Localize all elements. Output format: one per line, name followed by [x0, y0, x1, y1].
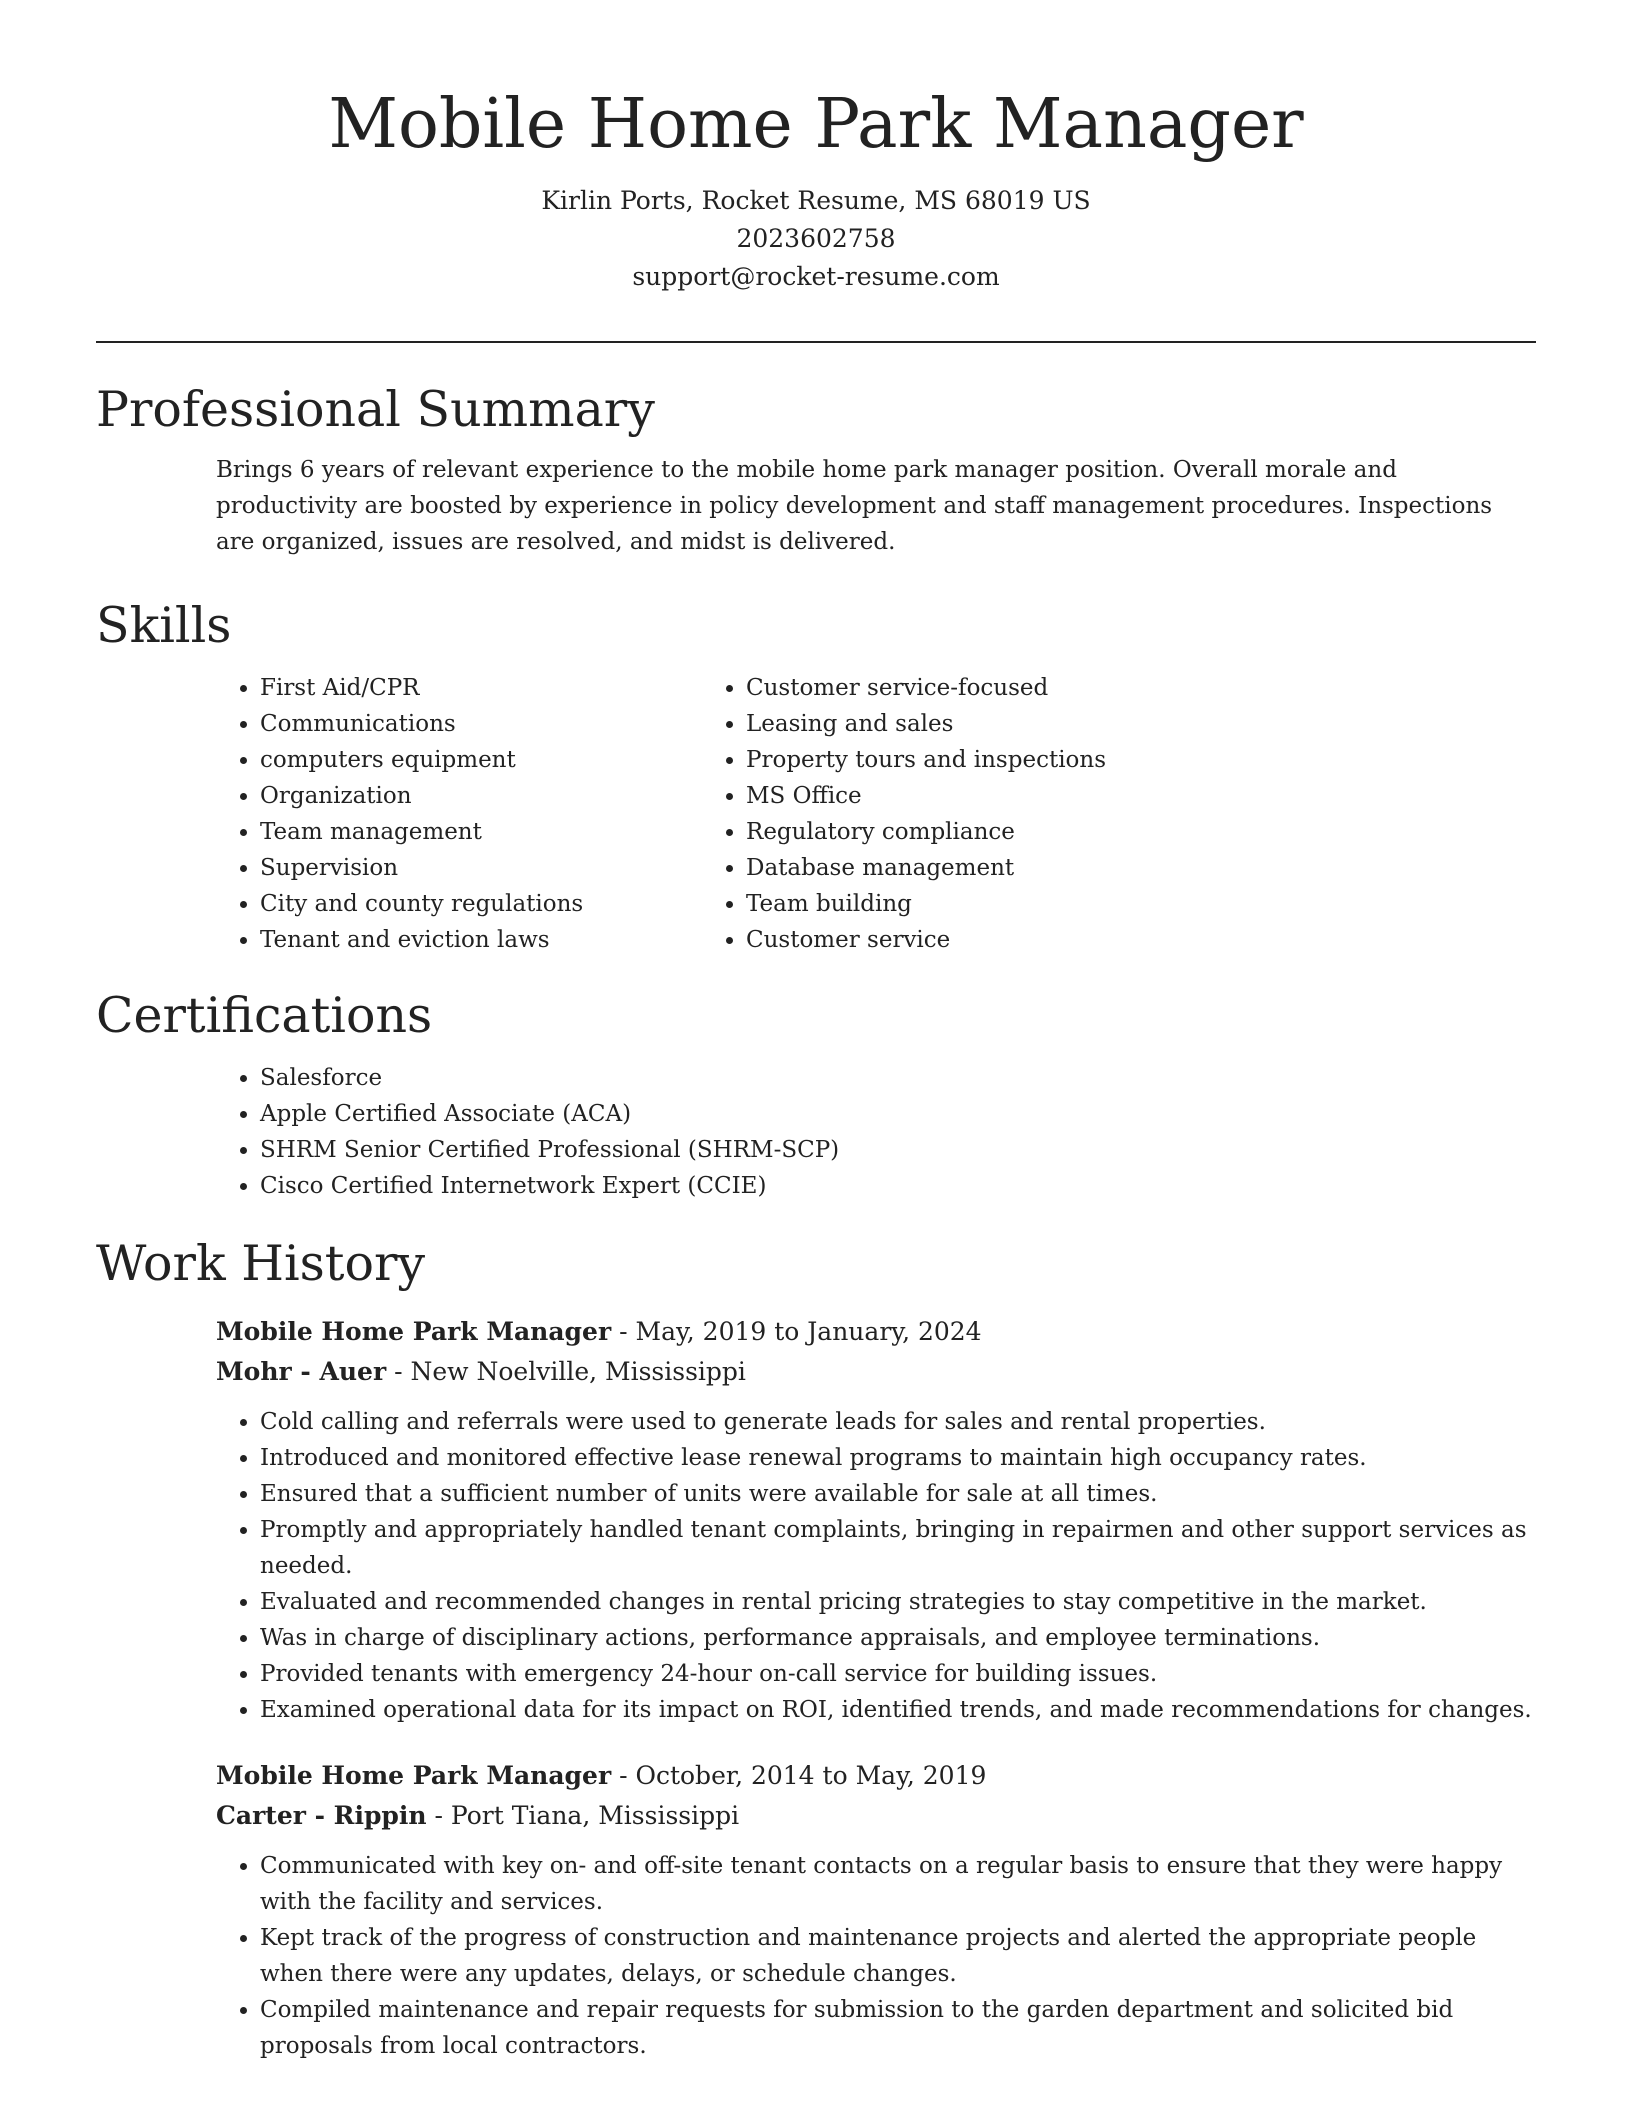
summary-text: Brings 6 years of relevant experience to the mobile home park manager position. Overall morale and productivity are boosted by experience in policy development and staff management procedures. Inspections are organized, issues are resolved, and midst is delivered. — [216, 457, 1493, 555]
skill-item: • City and county regulations — [260, 886, 746, 922]
skills-list-right — [746, 670, 1396, 958]
skill-item: • Organization — [260, 778, 746, 814]
skill-item: • Team management — [260, 814, 746, 850]
job-entry — [216, 1756, 1536, 2064]
skill-item: • Supervision — [260, 850, 746, 886]
address: Kirlin Ports, Rocket Resume, MS 68019 US — [541, 186, 1091, 215]
section-title-certifications: Certifications — [96, 987, 433, 1044]
skill-item: • Property tours and inspections — [746, 742, 1396, 778]
job-title-line — [216, 1756, 1536, 1796]
job-entry — [216, 1312, 1536, 1728]
company-line — [216, 1796, 1536, 1836]
job-dates: - May, 2019 to January, 2024 — [611, 1317, 982, 1346]
company-line — [216, 1352, 1536, 1392]
responsibility-item: • Ensured that a sufficient number of units were available for sale at all times. — [260, 1476, 1536, 1512]
skill-item: • MS Office — [746, 778, 1396, 814]
responsibility-item: • Promptly and appropriately handled tenant complaints, bringing in repairmen and other support services as needed. — [260, 1512, 1536, 1584]
company-name: Mohr - Auer — [216, 1357, 387, 1386]
job-responsibilities — [216, 1848, 1536, 2064]
certification-item: • Cisco Certified Internetwork Expert (CCIE) — [260, 1168, 1536, 1204]
skill-item: • computers equipment — [260, 742, 746, 778]
work-history-section — [96, 1234, 1536, 2087]
certifications-section — [96, 986, 1536, 1204]
skill-item: • Tenant and eviction laws — [260, 922, 746, 958]
resume-title: Mobile Home Park Manager — [328, 85, 1304, 164]
company-location: - Port Tiana, Mississippi — [426, 1801, 740, 1830]
phone: 2023602758 — [736, 224, 896, 253]
certifications-list — [96, 1060, 1536, 1204]
job-responsibilities — [216, 1404, 1536, 1728]
responsibility-item: • Compiled maintenance and repair requests for submission to the garden department and solicited bid proposals from local contractors. — [260, 1992, 1536, 2064]
section-title-skills: Skills — [96, 597, 232, 654]
skills-column-left — [96, 670, 746, 958]
resume-header — [96, 80, 1536, 296]
section-title-work-history: Work History — [96, 1235, 426, 1292]
skill-item: • Customer service — [746, 922, 1396, 958]
job-role: Mobile Home Park Manager — [216, 1761, 612, 1790]
skill-item: • Leasing and sales — [746, 706, 1396, 742]
certification-item: • SHRM Senior Certified Professional (SHRM-SCP) — [260, 1132, 1536, 1168]
professional-summary-section — [96, 380, 1536, 560]
company-name: Carter - Rippin — [216, 1801, 427, 1830]
skills-column-right — [746, 670, 1396, 958]
skill-item: • First Aid/CPR — [260, 670, 746, 706]
responsibility-item: • Kept track of the progress of construction and maintenance projects and alerted the appropriate people when there were any updates, delays, or schedule changes. — [260, 1920, 1536, 1992]
contact-info — [96, 182, 1536, 296]
responsibility-item: • Evaluated and recommended changes in rental pricing strategies to stay competitive in the market. — [260, 1584, 1536, 1620]
skill-item: • Database management — [746, 850, 1396, 886]
job-role: Mobile Home Park Manager — [216, 1317, 612, 1346]
responsibility-item: • Provided tenants with emergency 24-hour on-call service for building issues. — [260, 1656, 1536, 1692]
responsibility-item: • Introduced and monitored effective lease renewal programs to maintain high occupancy rates. — [260, 1440, 1536, 1476]
responsibility-item: • Communicated with key on- and off-site tenant contacts on a regular basis to ensure that they were happy with the facility and services. — [260, 1848, 1536, 1920]
email: support@rocket-resume.com — [632, 262, 1000, 291]
skills-section — [96, 596, 1536, 958]
skills-columns — [96, 670, 1536, 958]
company-location: - New Noelville, Mississippi — [386, 1357, 746, 1386]
section-title-professional-summary: Professional Summary — [96, 381, 655, 438]
skill-item: • Communications — [260, 706, 746, 742]
skills-list-left — [96, 670, 746, 958]
responsibility-item: • Cold calling and referrals were used to generate leads for sales and rental properties. — [260, 1404, 1536, 1440]
skill-item: • Customer service-focused — [746, 670, 1396, 706]
responsibility-item: • Examined operational data for its impact on ROI, identified trends, and made recommendations for changes. — [260, 1692, 1536, 1728]
header-divider — [96, 341, 1536, 343]
job-dates: - October, 2014 to May, 2019 — [611, 1761, 987, 1790]
job-title-line — [216, 1312, 1536, 1352]
certification-item: • Apple Certified Associate (ACA) — [260, 1096, 1536, 1132]
certification-item: • Salesforce — [260, 1060, 1536, 1096]
responsibility-item: • Was in charge of disciplinary actions, performance appraisals, and employee terminations. — [260, 1620, 1536, 1656]
skill-item: • Regulatory compliance — [746, 814, 1396, 850]
skill-item: • Team building — [746, 886, 1396, 922]
